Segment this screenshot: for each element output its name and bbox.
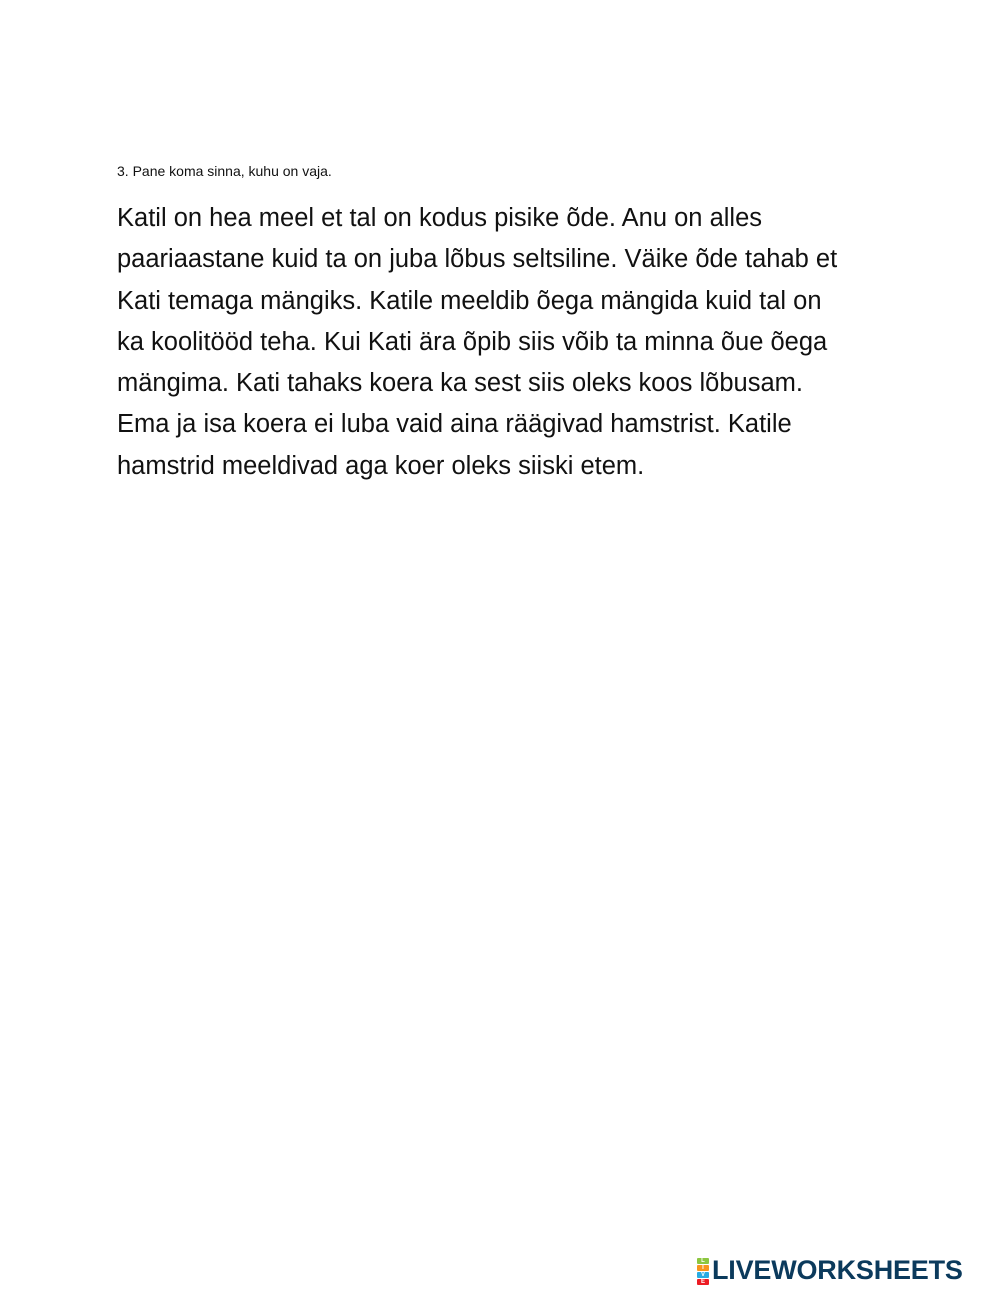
passage-line-2: paariaastane kuid ta on juba lõbus seltsiline. Väike õde tahab et	[117, 245, 838, 274]
passage-line-1: Katil on hea meel et tal on kodus pisike õde. Anu on alles	[117, 204, 763, 232]
logo-square-l: L	[697, 1258, 709, 1264]
passage-line-5: mängima. Kati tahaks koera ka sest siis oleks koos lõbusam.	[117, 369, 803, 398]
passage-line-7: hamstrid meeldivad aga koer oleks siiski etem.	[117, 451, 645, 480]
passage-line-4: ka koolitööd teha. Kui Kati ära õpib siis võib ta minna õue õega	[117, 327, 828, 356]
logo-square-e: E	[697, 1279, 709, 1285]
passage-line-3: Kati temaga mängiks. Katile meeldib õega mängida kuid tal on	[117, 286, 822, 315]
liveworksheets-logo-icon	[697, 1257, 709, 1283]
liveworksheets-wordmark: LIVEWORKSHEETS	[712, 1255, 963, 1285]
liveworksheets-branding	[697, 1255, 963, 1285]
reading-passage	[117, 198, 937, 487]
logo-square-v: V	[697, 1272, 709, 1278]
logo-square-i: I	[697, 1265, 709, 1271]
passage-line-6: Ema ja isa koera ei luba vaid aina räägivad hamstrist. Katile	[117, 410, 792, 439]
exercise-instruction: 3. Pane koma sinna, kuhu on vaja.	[117, 163, 332, 179]
